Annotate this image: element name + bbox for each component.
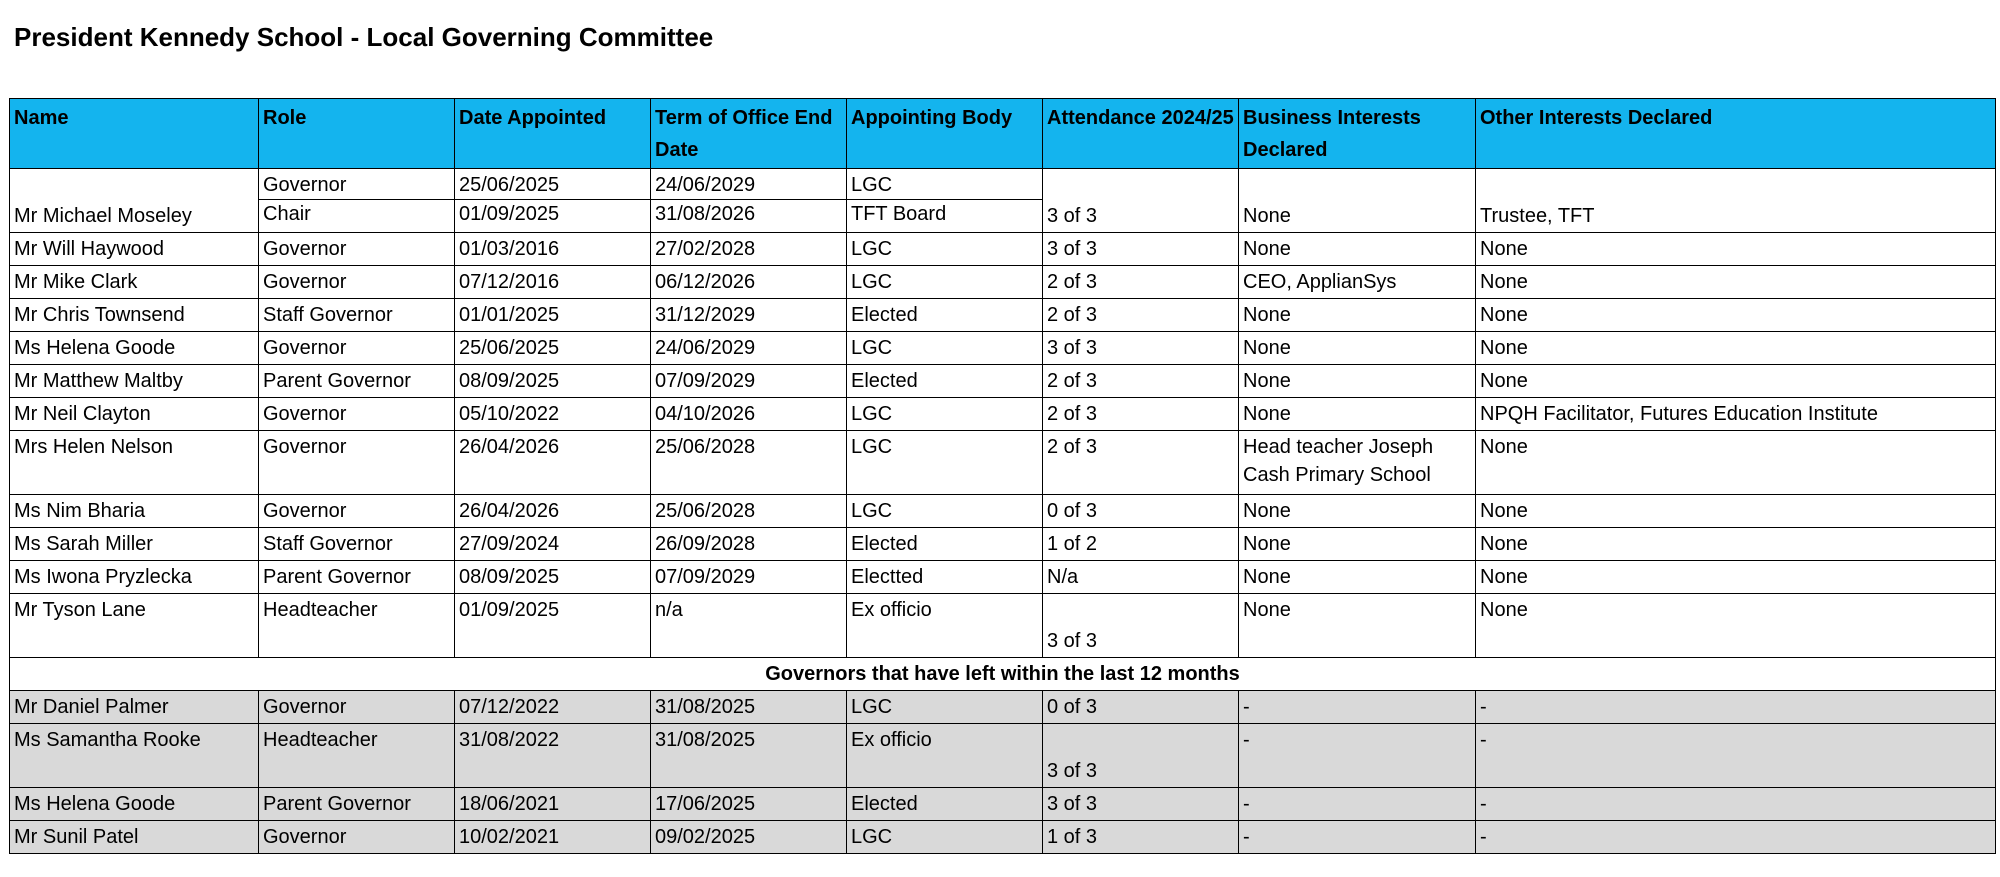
- cell-term-end: 31/08/2025: [651, 691, 847, 724]
- cell-other-interests: None: [1476, 365, 1996, 398]
- cell-appointing-body: Electted: [847, 561, 1043, 594]
- cell-date-appointed: 07/12/2016: [455, 266, 651, 299]
- cell-appointing-body: LGC: [847, 821, 1043, 854]
- cell-role: Parent Governor: [259, 365, 455, 398]
- cell-role: Governor: [259, 821, 455, 854]
- cell-other-interests: -: [1476, 691, 1996, 724]
- cell-role: Governor: [259, 495, 455, 528]
- cell-date-appointed: 08/09/2025: [455, 365, 651, 398]
- cell-attendance: 3 of 3: [1043, 788, 1239, 821]
- cell-term-end: n/a: [651, 594, 847, 658]
- date-line: 24/06/2029: [655, 174, 756, 196]
- cell-business-interests: None: [1239, 233, 1476, 266]
- cell-business-interests: None: [1239, 398, 1476, 431]
- cell-name: Ms Sarah Miller: [10, 528, 259, 561]
- cell-appointing-body: LGC: [847, 266, 1043, 299]
- cell-business-interests: -: [1239, 691, 1476, 724]
- table-row: [10, 431, 1996, 495]
- cell-date-appointed: 08/09/2025: [455, 561, 651, 594]
- cell-term-end: 07/09/2029: [651, 365, 847, 398]
- col-header-business-interests: Business Interests Declared: [1239, 99, 1476, 169]
- cell-attendance: N/a: [1043, 561, 1239, 594]
- cell-role: Parent Governor: [259, 788, 455, 821]
- cell-appointing-body: LGC: [847, 233, 1043, 266]
- cell-attendance: 2 of 3: [1043, 398, 1239, 431]
- role-line: Governor: [263, 174, 347, 196]
- cell-business-interests: -: [1239, 788, 1476, 821]
- cell-business-interests: None: [1239, 332, 1476, 365]
- cell-term-end: 27/02/2028: [651, 233, 847, 266]
- cell-other-interests: -: [1476, 724, 1996, 788]
- cell-name: Ms Samantha Rooke: [10, 724, 259, 788]
- cell-term-end: 06/12/2026: [651, 266, 847, 299]
- col-header-term-end: Term of Office End Date: [651, 99, 847, 169]
- cell-attendance: 3 of 3: [1043, 594, 1239, 658]
- cell-name: Mr Mike Clark: [10, 266, 259, 299]
- cell-appointing-body: Elected: [847, 299, 1043, 332]
- cell-term-end: 31/08/2025: [651, 724, 847, 788]
- section-row: [10, 658, 1996, 691]
- cell-role: Governor: [259, 332, 455, 365]
- cell-business-interests: -: [1239, 724, 1476, 788]
- cell-attendance: 1 of 3: [1043, 821, 1239, 854]
- cell-term-end: 24/06/2029: [651, 332, 847, 365]
- cell-role: Staff Governor: [259, 528, 455, 561]
- cell-term-end: 17/06/2025: [651, 788, 847, 821]
- cell-business-interests: CEO, ApplianSys: [1239, 266, 1476, 299]
- cell-term-end: 25/06/2028: [651, 495, 847, 528]
- cell-term-end: 09/02/2025: [651, 821, 847, 854]
- cell-date-appointed: 05/10/2022: [455, 398, 651, 431]
- cell-date-appointed: 31/08/2022: [455, 724, 651, 788]
- cell-name: Ms Nim Bharia: [10, 495, 259, 528]
- cell-date-appointed: 07/12/2022: [455, 691, 651, 724]
- cell-attendance: 2 of 3: [1043, 365, 1239, 398]
- cell-business-interests: None: [1239, 594, 1476, 658]
- cell-business-interests: None: [1239, 495, 1476, 528]
- date-line: 31/08/2026: [651, 199, 846, 228]
- cell-name: Mr Michael Moseley: [10, 169, 259, 233]
- cell-role: Governor: [259, 431, 455, 495]
- cell-other-interests: None: [1476, 594, 1996, 658]
- cell-date-appointed: 18/06/2021: [455, 788, 651, 821]
- cell-appointing-body: LGC: [847, 495, 1043, 528]
- cell-date-appointed: [455, 169, 651, 233]
- date-line: 25/06/2025: [459, 174, 560, 196]
- cell-business-interests: None: [1239, 365, 1476, 398]
- cell-attendance: 1 of 2: [1043, 528, 1239, 561]
- cell-other-interests: None: [1476, 233, 1996, 266]
- cell-appointing-body: Elected: [847, 528, 1043, 561]
- cell-date-appointed: 26/04/2026: [455, 431, 651, 495]
- col-header-other-interests: Other Interests Declared: [1476, 99, 1996, 169]
- table-row: [10, 266, 1996, 299]
- cell-business-interests: None: [1239, 528, 1476, 561]
- cell-date-appointed: 10/02/2021: [455, 821, 651, 854]
- cell-other-interests: None: [1476, 266, 1996, 299]
- table-row: [10, 495, 1996, 528]
- cell-appointing-body: Ex officio: [847, 594, 1043, 658]
- cell-name: Mr Will Haywood: [10, 233, 259, 266]
- cell-attendance: 3 of 3: [1043, 332, 1239, 365]
- table-row: [10, 821, 1996, 854]
- cell-term-end: 25/06/2028: [651, 431, 847, 495]
- cell-attendance: 3 of 3: [1043, 724, 1239, 788]
- cell-term-end: 26/09/2028: [651, 528, 847, 561]
- cell-role: Governor: [259, 398, 455, 431]
- cell-date-appointed: 01/09/2025: [455, 594, 651, 658]
- body-line: LGC: [851, 174, 893, 196]
- cell-role: Headteacher: [259, 594, 455, 658]
- page-title: President Kennedy School - Local Governing Committee: [14, 22, 714, 52]
- cell-name: Ms Helena Goode: [10, 788, 259, 821]
- cell-other-interests: None: [1476, 561, 1996, 594]
- cell-appointing-body: Elected: [847, 365, 1043, 398]
- col-header-appointing-body: Appointing Body: [847, 99, 1043, 169]
- cell-name: Mr Tyson Lane: [10, 594, 259, 658]
- cell-role: Governor: [259, 266, 455, 299]
- col-header-date-appointed: Date Appointed: [455, 99, 651, 169]
- cell-role: Headteacher: [259, 724, 455, 788]
- table-row: [10, 398, 1996, 431]
- cell-appointing-body: Elected: [847, 788, 1043, 821]
- table-row: [10, 332, 1996, 365]
- cell-appointing-body: LGC: [847, 431, 1043, 495]
- cell-attendance: 0 of 3: [1043, 495, 1239, 528]
- cell-role: Staff Governor: [259, 299, 455, 332]
- cell-name: Mr Sunil Patel: [10, 821, 259, 854]
- cell-attendance: 3 of 3: [1043, 169, 1239, 233]
- cell-date-appointed: 27/09/2024: [455, 528, 651, 561]
- col-header-name: Name: [10, 99, 259, 169]
- cell-date-appointed: 01/03/2016: [455, 233, 651, 266]
- table-row: [10, 365, 1996, 398]
- col-header-attendance: Attendance 2024/25: [1043, 99, 1239, 169]
- cell-role: Governor: [259, 233, 455, 266]
- cell-other-interests: -: [1476, 788, 1996, 821]
- table-row: [10, 528, 1996, 561]
- cell-attendance: 3 of 3: [1043, 233, 1239, 266]
- cell-other-interests: -: [1476, 821, 1996, 854]
- cell-other-interests: None: [1476, 431, 1996, 495]
- cell-name: Ms Iwona Pryzlecka: [10, 561, 259, 594]
- cell-business-interests: Head teacher Joseph Cash Primary School: [1239, 431, 1476, 495]
- cell-role: Parent Governor: [259, 561, 455, 594]
- cell-term-end: 04/10/2026: [651, 398, 847, 431]
- cell-other-interests: NPQH Facilitator, Futures Education Institute: [1476, 398, 1996, 431]
- cell-other-interests: Trustee, TFT: [1476, 169, 1996, 233]
- cell-date-appointed: 25/06/2025: [455, 332, 651, 365]
- table-row: [10, 788, 1996, 821]
- cell-business-interests: None: [1239, 561, 1476, 594]
- cell-business-interests: None: [1239, 169, 1476, 233]
- cell-term-end: 31/12/2029: [651, 299, 847, 332]
- cell-appointing-body: [847, 169, 1043, 233]
- cell-name: Mr Daniel Palmer: [10, 691, 259, 724]
- table-row: [10, 233, 1996, 266]
- cell-term-end: [651, 169, 847, 233]
- left-section-heading: Governors that have left within the last 12 months: [10, 658, 1996, 691]
- table-row: [10, 691, 1996, 724]
- cell-other-interests: None: [1476, 299, 1996, 332]
- cell-other-interests: None: [1476, 332, 1996, 365]
- cell-appointing-body: LGC: [847, 691, 1043, 724]
- table-row: [10, 724, 1996, 788]
- governors-table: [9, 98, 1996, 854]
- table-row: [10, 169, 1996, 233]
- cell-business-interests: -: [1239, 821, 1476, 854]
- cell-attendance: 2 of 3: [1043, 299, 1239, 332]
- cell-role: [259, 169, 455, 233]
- date-line: 01/09/2025: [455, 199, 650, 228]
- cell-appointing-body: LGC: [847, 398, 1043, 431]
- cell-name: Mrs Helen Nelson: [10, 431, 259, 495]
- cell-attendance: 0 of 3: [1043, 691, 1239, 724]
- cell-term-end: 07/09/2029: [651, 561, 847, 594]
- cell-appointing-body: LGC: [847, 332, 1043, 365]
- cell-name: Mr Chris Townsend: [10, 299, 259, 332]
- cell-other-interests: None: [1476, 528, 1996, 561]
- cell-attendance: 2 of 3: [1043, 266, 1239, 299]
- cell-name: Mr Matthew Maltby: [10, 365, 259, 398]
- cell-date-appointed: 01/01/2025: [455, 299, 651, 332]
- table-row: [10, 594, 1996, 658]
- cell-date-appointed: 26/04/2026: [455, 495, 651, 528]
- cell-name: Ms Helena Goode: [10, 332, 259, 365]
- body-line: TFT Board: [847, 199, 1042, 228]
- role-line: Chair: [259, 199, 454, 228]
- cell-business-interests: None: [1239, 299, 1476, 332]
- cell-other-interests: None: [1476, 495, 1996, 528]
- table-row: [10, 299, 1996, 332]
- header-row: [10, 99, 1996, 169]
- cell-name: Mr Neil Clayton: [10, 398, 259, 431]
- cell-role: Governor: [259, 691, 455, 724]
- table-row: [10, 561, 1996, 594]
- cell-attendance: 2 of 3: [1043, 431, 1239, 495]
- cell-appointing-body: Ex officio: [847, 724, 1043, 788]
- col-header-role: Role: [259, 99, 455, 169]
